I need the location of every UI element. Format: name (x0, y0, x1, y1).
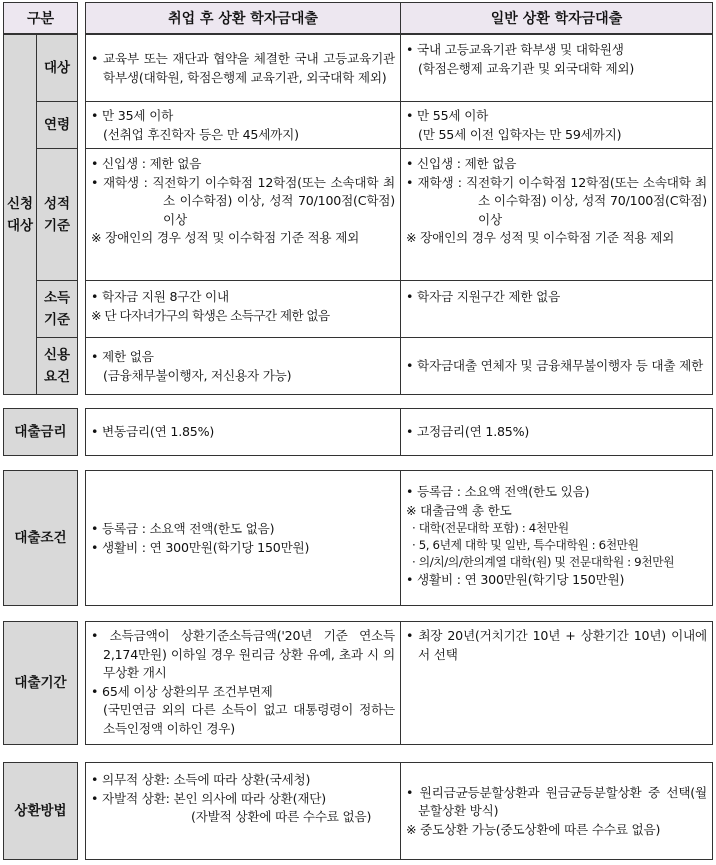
target-col1 (85, 34, 401, 102)
repayment-col2-line: • 원리금균등분할상환과 원금균등분할상환 중 선택(월 분할상환 방식) (406, 784, 707, 819)
income-col2-line: • 학자금 지원구간 제한 없음 (406, 289, 561, 304)
repayment-col2 (400, 762, 713, 860)
rate-col1-line: • 변동금리(연 1.85%) (91, 424, 215, 440)
credit-col1-line: (금융채무불이행자, 저신용자 가능) (103, 367, 292, 383)
target-col2 (400, 34, 713, 102)
repayment-col2-line: ※ 중도상환 가능(중도상환에 따른 수수료 없음) (406, 821, 661, 837)
grades-col2-line: ※ 장애인의 경우 성적 및 이수학점 기준 적용 제외 (406, 230, 675, 245)
age-col2-line: • 만 55세 이하 (406, 108, 489, 123)
target-col2-line: (학점은행제 교육기관 및 외국대학 제외) (418, 60, 635, 76)
repayment-col1-line: • 의무적 상환: 소득에 따라 상환(국세청) (91, 772, 311, 787)
period-col1-line: (국민연금 외의 다른 소득이 없고 대통령령이 정하는 소득인정액 이하인 경우) (103, 702, 395, 736)
target-label: 대상 (36, 34, 78, 102)
grades-label: 성적 기준 (36, 148, 78, 281)
header-col1: 취업 후 상환 학자금대출 (85, 2, 401, 34)
age-col2 (400, 101, 713, 149)
age-col1 (85, 101, 401, 149)
grades-col1-line: • 재학생 : 직전학기 이수학점 12학점(또는 소속대학 최소 이수학점) 이상, 성적 70/100점(C학점) 이상 (91, 174, 395, 227)
age-col1-line: • 만 35세 이하 (91, 108, 174, 123)
terms-col2 (400, 470, 713, 606)
period-col1-line: • 소득금액이 상환기준소득금액('20년 기준 연소득 2,174만원) 이하일 경우 원리금 상환 유예, 초과 시 의무상환 개시 (91, 628, 395, 680)
period-col2 (400, 621, 713, 745)
credit-label: 신용 요건 (36, 337, 78, 395)
rate-col1 (85, 408, 401, 456)
credit-col1 (85, 337, 401, 395)
grades-col2-line: • 신입생 : 제한 없음 (406, 156, 517, 171)
repayment-col1 (85, 762, 401, 860)
terms-col1-line: • 등록금 : 소요액 전액(한도 없음) (91, 521, 275, 536)
grades-col2 (400, 148, 713, 281)
period-col2-line: • 최장 20년(거치기간 10년 + 상환기간 10년) 이내에서 선택 (406, 628, 707, 662)
age-col2-line: (만 55세 이전 입학자는 만 59세까지) (418, 126, 622, 142)
grades-col1 (85, 148, 401, 281)
header-category: 구분 (3, 2, 78, 34)
credit-col2 (400, 337, 713, 395)
terms-col2-line: ※ 대출금액 총 한도 (406, 502, 512, 518)
header-col2: 일반 상환 학자금대출 (400, 2, 713, 34)
repayment-col1-line: • 자발적 상환: 본인 의사에 따라 상환(재단) (91, 790, 326, 806)
age-col1-line: (선취업 후진학자 등은 만 45세까지) (103, 126, 299, 142)
terms-col1-line: • 생활비 : 연 300만원(학기당 150만원) (91, 539, 310, 555)
repayment-col1-line: (자발적 상환에 따른 수수료 없음) (191, 809, 372, 824)
terms-col1 (85, 470, 401, 606)
terms-col2-line: · 대학(전문대학 포함) : 4천만원 (412, 521, 569, 535)
income-col1-line: ※ 단 다자녀가구의 학생은 소득구간 제한 없음 (91, 307, 330, 323)
terms-col2-line: • 생활비 : 연 300만원(학기당 150만원) (406, 572, 625, 587)
terms-label: 대출조건 (3, 470, 78, 606)
income-col2 (400, 280, 713, 338)
rate-col2 (400, 408, 713, 456)
income-col1 (85, 280, 401, 338)
credit-col1-line: • 제한 없음 (91, 349, 154, 364)
rate-col2-line: • 고정금리(연 1.85%) (406, 424, 530, 440)
income-label: 소득 기준 (36, 280, 78, 338)
terms-col2-line: · 5, 6년제 대학 및 일반, 특수대학원 : 6천만원 (412, 538, 639, 552)
age-label: 연령 (36, 101, 78, 149)
grades-col1-line: ※ 장애인의 경우 성적 및 이수학점 기준 적용 제외 (91, 230, 360, 245)
target-col1-line: • 교육부 또는 재단과 협약을 체결한 국내 고등교육기관 학부생(대학원, 학점은행제 교육기관, 외국대학 제외) (91, 51, 395, 85)
rate-label: 대출금리 (3, 408, 78, 456)
repayment-label: 상환방법 (3, 762, 78, 860)
credit-col2-line: • 학자금대출 연체자 및 금융채무불이행자 등 대출 제한 (406, 358, 704, 374)
terms-col2-line: · 의/치/의/한의계열 대학(원) 및 전문대학원 : 9천만원 (412, 555, 675, 569)
grades-col1-line: • 신입생 : 제한 없음 (91, 156, 202, 171)
terms-col2-line: • 등록금 : 소요액 전액(한도 있음) (406, 484, 590, 499)
period-label: 대출기간 (3, 621, 78, 745)
period-col1-line: • 65세 이상 상환의무 조건부면제 (91, 683, 273, 699)
eligibility-label: 신청 대상 (3, 34, 37, 395)
target-col2-line: • 국내 고등교육기관 학부생 및 대학원생 (406, 42, 624, 57)
period-col1 (85, 621, 401, 745)
income-col1-line: • 학자금 지원 8구간 이내 (91, 289, 229, 304)
grades-col2-line: • 재학생 : 직전학기 이수학점 12학점(또는 소속대학 최소 이수학점) 이상, 성적 70/100점(C학점) 이상 (406, 174, 707, 227)
